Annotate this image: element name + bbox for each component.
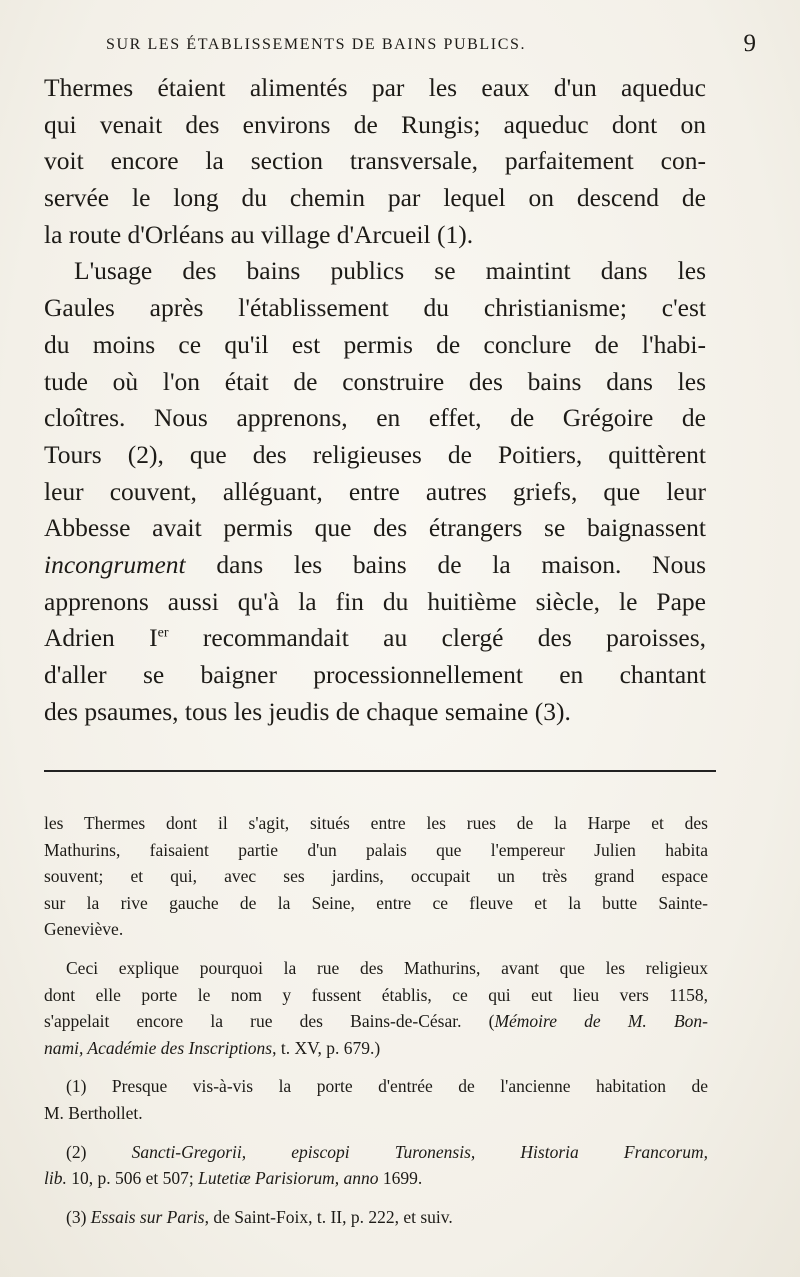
main-text bbox=[44, 70, 706, 730]
text-line: du moins ce qu'il est permis de conclure de l'habi- bbox=[44, 329, 706, 359]
note-line: Geneviève. bbox=[44, 919, 124, 940]
page-number: 9 bbox=[743, 30, 756, 57]
text-line: apprenons aussi qu'à la fin du huitième siècle, le Pape bbox=[44, 586, 706, 616]
note-line: lib. 10, p. 506 et 507; Lutetiæ Parisiorum, anno 1699. bbox=[44, 1168, 423, 1189]
text-line: cloîtres. Nous apprenons, en effet, de Grégoire de bbox=[44, 403, 706, 433]
italic-word: incongrument bbox=[44, 549, 186, 579]
text-line: Adrien Ier recommandait au clergé des paroisses, bbox=[44, 623, 706, 653]
note-line: les Thermes dont il s'agit, situés entre les rues de la Harpe et des bbox=[44, 813, 708, 833]
text-line: la route d'Orléans au village d'Arcueil (1). bbox=[44, 219, 474, 249]
footnotes bbox=[44, 810, 708, 1230]
note-line: Mathurins, faisaient partie d'un palais que l'empereur Julien habita bbox=[44, 839, 708, 860]
text-line: servée le long du chemin par lequel on descend de bbox=[44, 183, 706, 213]
footnote-1: (1) Presque vis-à-vis la porte d'entrée de l'ancienne habitation de bbox=[66, 1076, 708, 1097]
text-line: L'usage des bains publics se maintint dans les bbox=[74, 256, 706, 286]
text-line: Abbesse avait permis que des étrangers se baignassent bbox=[44, 513, 706, 543]
superscript: er bbox=[157, 625, 169, 641]
note-line: nami, Académie des Inscriptions, t. XV, p. 679.) bbox=[44, 1037, 381, 1058]
text-line: Tours (2), que des religieuses de Poitiers, quittèrent bbox=[44, 439, 706, 469]
running-title: SUR LES ÉTABLISSEMENTS DE BAINS PUBLICS. bbox=[106, 36, 527, 53]
text-line: leur couvent, alléguant, entre autres griefs, que leur bbox=[44, 476, 706, 506]
text-line: d'aller se baigner processionnellement en chantant bbox=[44, 660, 706, 689]
text-line: incongrument dans les bains de la maison. Nous bbox=[44, 549, 706, 579]
note-line: M. Berthollet. bbox=[44, 1102, 143, 1123]
footnote-3: (3) Essais sur Paris, de Saint-Foix, t. II, p. 222, et suiv. bbox=[66, 1206, 453, 1227]
text-line: Thermes étaient alimentés par les eaux d'un aqueduc bbox=[44, 73, 706, 102]
note-line: dont elle porte le nom y fussent établis, ce qui eut lieu vers 1158, bbox=[44, 984, 708, 1005]
text-line: Gaules après l'établissement du christianisme; c'est bbox=[44, 293, 706, 323]
running-head bbox=[40, 28, 760, 68]
note-line: Ceci explique pourquoi la rue des Mathurins, avant que les religieux bbox=[66, 957, 708, 978]
note-line: s'appelait encore la rue des Bains-de-César. (Mémoire de M. Bon- bbox=[44, 1011, 708, 1032]
footnote-rule bbox=[44, 770, 716, 772]
footnote-2: (2) Sancti-Gregorii, episcopi Turonensis, Historia Francorum, bbox=[66, 1141, 709, 1162]
text-line: tude où l'on était de construire des bains dans les bbox=[44, 366, 706, 396]
text-line: qui venait des environs de Rungis; aqueduc dont on bbox=[44, 109, 706, 139]
text-line: voit encore la section transversale, parfaitement con- bbox=[44, 146, 706, 176]
note-line: souvent; et qui, avec ses jardins, occupait un très grand espace bbox=[44, 866, 708, 887]
note-line: sur la rive gauche de la Seine, entre ce fleuve et la butte Sainte- bbox=[44, 892, 708, 913]
text-line: des psaumes, tous les jeudis de chaque semaine (3). bbox=[44, 696, 571, 726]
